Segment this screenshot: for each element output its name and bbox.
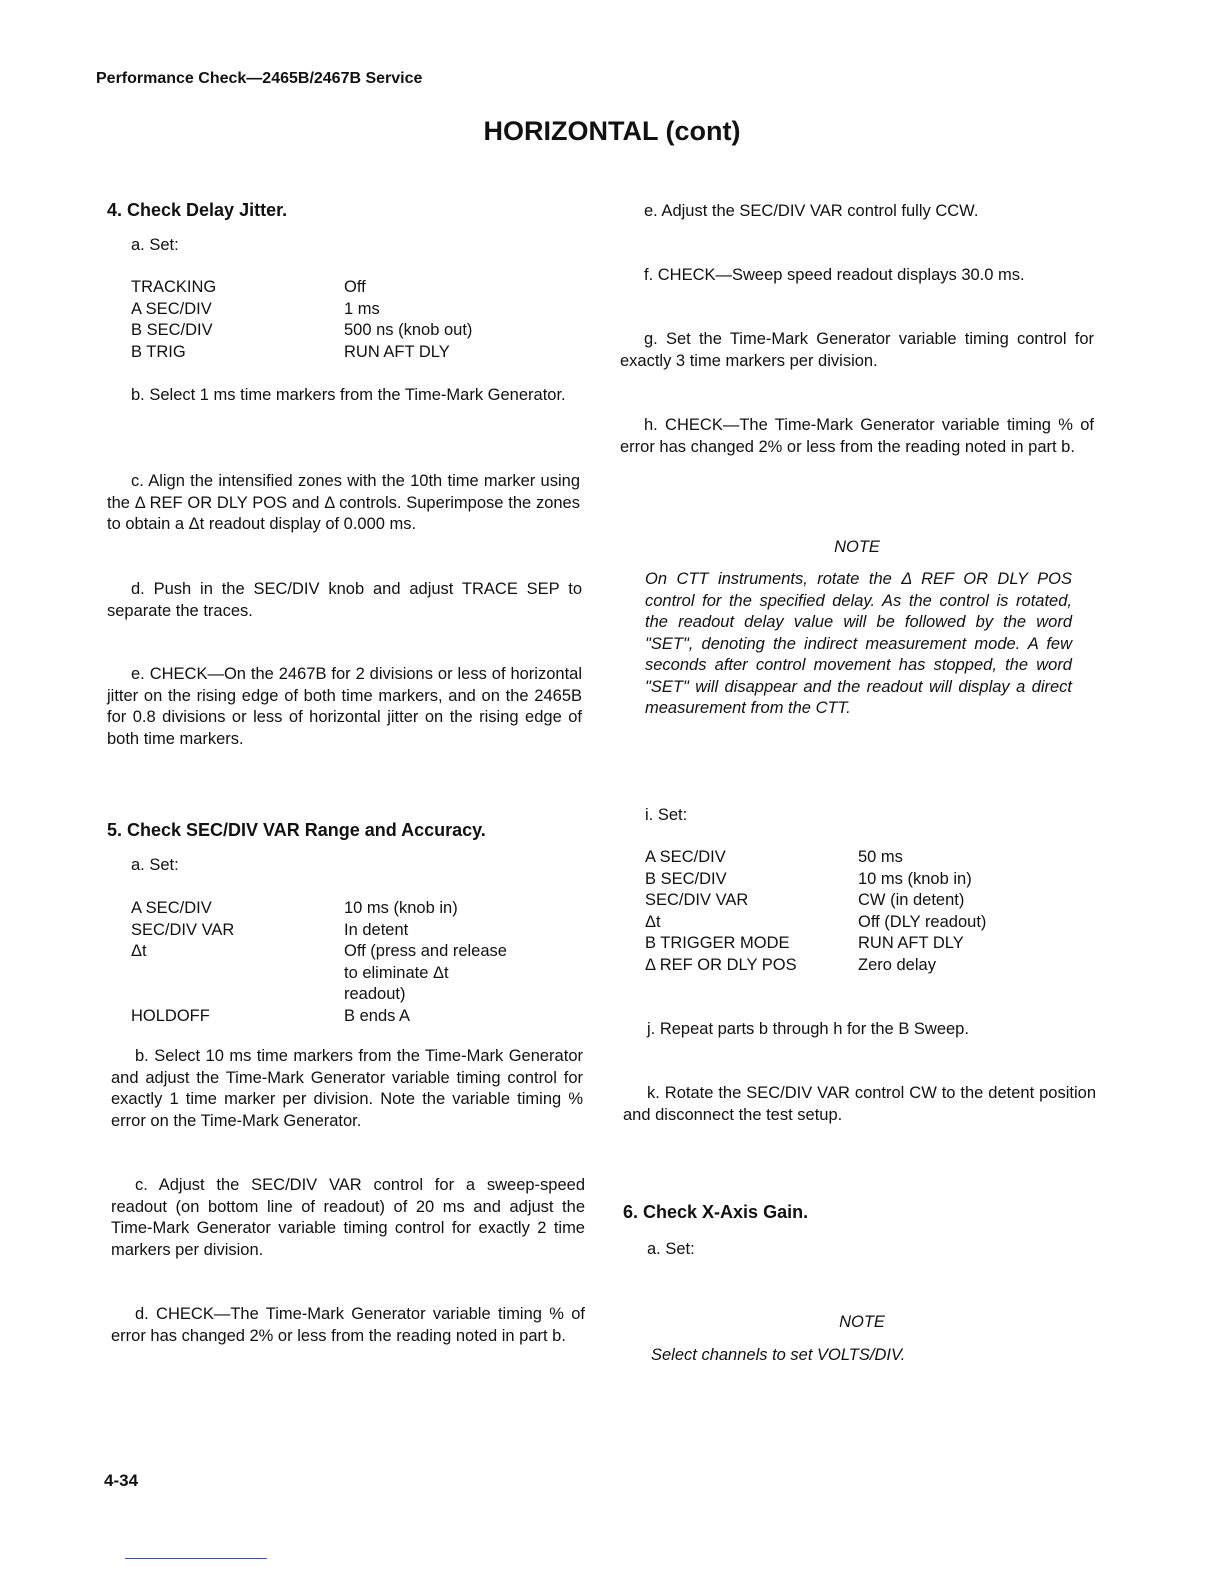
settings-row <box>645 955 1095 977</box>
settings-row <box>645 912 1095 934</box>
step-4a: a. Set: <box>131 236 179 254</box>
setting-key: SEC/DIV VAR <box>131 920 235 939</box>
setting-key: A SEC/DIV <box>131 299 212 318</box>
step-4b: b. Select 1 ms time markers from the Time-Mark Generator. <box>131 386 566 404</box>
step-5b: b. Select 10 ms time markers from the Time-Mark Generator and adjust the Time-Mark Generator variable timing control for exactly 1 time marker per division. Note the variable timing % error on the Time-Mark Generator. <box>111 1047 583 1130</box>
setting-value: In detent <box>344 920 409 939</box>
settings-row <box>645 933 1095 955</box>
setting-value: 10 ms (knob in) <box>344 899 458 917</box>
settings-row <box>131 277 591 299</box>
setting-key: B SEC/DIV <box>131 321 213 339</box>
setting-key: Δt <box>131 942 147 960</box>
setting-value: B ends A <box>344 1006 411 1025</box>
step-4c: c. Align the intensified zones with the 10th time marker using the Δ REF OR DLY POS and Δ controls. Superimpose the zones to obtain a Δt readout display of 0.000 ms. <box>107 472 580 533</box>
step-4e: e. CHECK—On the 2467B for 2 divisions or less of horizontal jitter on the rising edge of both time markers, and on the 2465B for 0.8 divisions or less of horizontal jitter on the rising edge of both time markers. <box>107 665 582 748</box>
setting-value: Off (DLY readout) <box>858 912 987 931</box>
step-5-heading: 5. Check SEC/DIV VAR Range and Accuracy. <box>107 820 486 840</box>
step-6a: a. Set: <box>647 1240 695 1258</box>
setting-value: 1 ms <box>344 299 380 318</box>
note-body: Select channels to set VOLTS/DIV. <box>651 1346 906 1364</box>
settings-row <box>645 890 1095 912</box>
settings-row <box>131 941 591 963</box>
setting-value: Off <box>344 278 366 296</box>
settings-row <box>131 898 591 920</box>
note-heading: NOTE <box>839 1313 885 1331</box>
setting-value: CW (in detent) <box>858 891 965 909</box>
page-title: HORIZONTAL (cont) <box>483 116 741 146</box>
step-5j: j. Repeat parts b through h for the B Sweep. <box>647 1020 969 1038</box>
step-5d: d. CHECK—The Time-Mark Generator variable timing % of error has changed 2% or less from the reading noted in part b. <box>111 1305 585 1345</box>
setting-value: 10 ms (knob in) <box>858 869 972 888</box>
footer-rule <box>125 1558 267 1559</box>
page-number: 4-34 <box>104 1471 139 1490</box>
note-body: On CTT instruments, rotate the Δ REF OR DLY POS control for the specified delay. As the control is rotated, the readout delay value will be followed by the word "SET", denoting the indirect measurement mode. A few seconds after control movement has stopped, the word "SET" will disappear and the readout will display a direct measurement from the CTT. <box>645 570 1072 717</box>
setting-key: TRACKING <box>131 278 217 296</box>
setting-key: Δt <box>645 912 661 931</box>
setting-key: B SEC/DIV <box>645 869 727 888</box>
setting-key: B TRIG <box>131 342 186 361</box>
setting-value: to eliminate Δt <box>344 963 449 982</box>
step-4-heading: 4. Check Delay Jitter. <box>107 200 288 220</box>
setting-key: A SEC/DIV <box>645 848 726 866</box>
settings-row <box>131 342 591 364</box>
step-5c: c. Adjust the SEC/DIV VAR control for a sweep-speed readout (on bottom line of readout) of 20 ms and adjust the Time-Mark Generator variable timing control for exactly 2 time markers per division. <box>111 1176 585 1259</box>
step-5g: g. Set the Time-Mark Generator variable timing control for exactly 3 time markers per division. <box>620 330 1094 370</box>
setting-key: A SEC/DIV <box>131 899 212 917</box>
settings-row <box>131 963 591 985</box>
setting-value: RUN AFT DLY <box>344 342 450 361</box>
note-heading: NOTE <box>834 538 880 556</box>
settings-row <box>645 869 1095 891</box>
step-4d: d. Push in the SEC/DIV knob and adjust TRACE SEP to separate the traces. <box>107 580 582 620</box>
setting-value: Zero delay <box>858 955 936 974</box>
setting-key: Δ REF OR DLY POS <box>645 955 797 974</box>
setting-key: SEC/DIV VAR <box>645 891 749 909</box>
settings-row <box>131 320 591 342</box>
step-5e: e. Adjust the SEC/DIV VAR control fully CCW. <box>644 202 979 220</box>
settings-row <box>131 984 591 1006</box>
step-5f: f. CHECK—Sweep speed readout displays 30.0 ms. <box>644 266 1025 284</box>
setting-value: RUN AFT DLY <box>858 934 964 952</box>
step-5i: i. Set: <box>645 806 688 824</box>
settings-row <box>645 847 1095 869</box>
step-5h: h. CHECK—The Time-Mark Generator variable timing % of error has changed 2% or less from the reading noted in part b. <box>620 416 1094 456</box>
step-6-heading: 6. Check X-Axis Gain. <box>623 1202 809 1222</box>
settings-table-4a <box>131 277 591 363</box>
settings-row <box>131 299 591 321</box>
settings-row <box>131 1006 591 1028</box>
setting-value: readout) <box>344 985 406 1003</box>
running-header: Performance Check—2465B/2467B Service <box>96 70 423 87</box>
setting-value: 500 ns (knob out) <box>344 321 473 339</box>
step-5k: k. Rotate the SEC/DIV VAR control CW to the detent position and disconnect the test setup. <box>623 1084 1096 1124</box>
setting-value: 50 ms <box>858 848 903 866</box>
settings-table-5a <box>131 898 591 1027</box>
step-5a: a. Set: <box>131 856 179 874</box>
setting-key: B TRIGGER MODE <box>645 934 790 952</box>
setting-key: HOLDOFF <box>131 1006 210 1025</box>
settings-row <box>131 920 591 942</box>
settings-table-5i <box>645 847 1095 976</box>
setting-value: Off (press and release <box>344 942 507 960</box>
